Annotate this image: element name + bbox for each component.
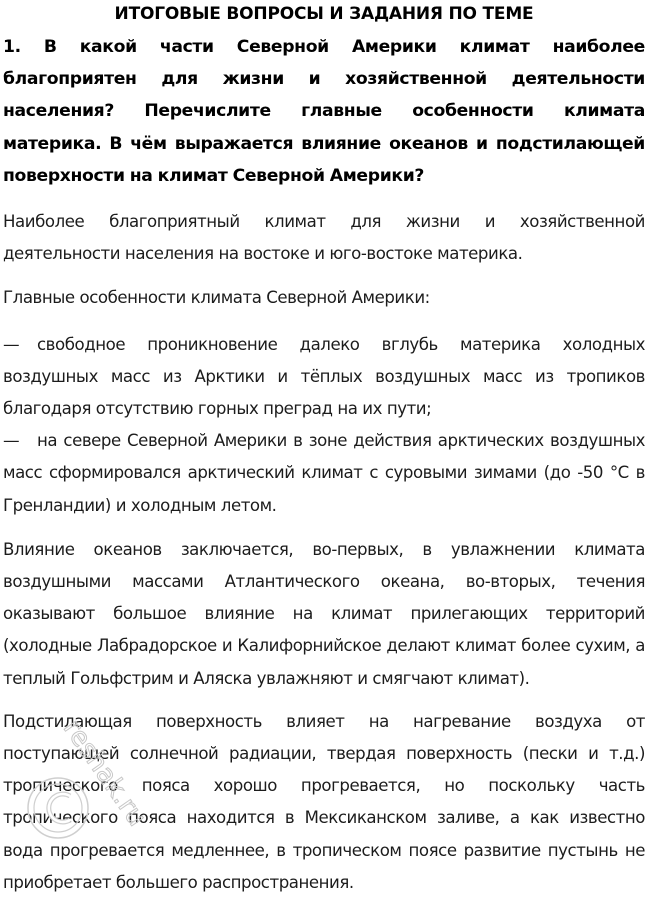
answer-paragraph-1: Наиболее благоприятный климат для жизни и хозяйственной деятельности населения на востоке и юго-востоке материка. [3,212,645,264]
climate-features-list [3,329,645,522]
answer-paragraph-2: Главные особенности климата Северной Америки: [3,288,430,308]
watermark-text: reshak.ru [57,714,150,832]
list-item-text: на севере Северной Америки в зоне действия арктических воздушных масс сформировался арктический климат с суровыми зимами (до -50 °С в Гренландии) и холодным летом. [3,431,645,515]
list-item [3,329,645,426]
dash-marker: — [3,431,20,451]
answer-paragraph-3: Влияние океанов заключается, во-первых, в увлажнении климата воздушными массами Атлантического океана, во-вторых, течения оказывают большое влияние на климат прилегающих территорий (холодные Лабрадорское и Калифорнийское делают климат более сухим, а теплый Гольфстрим и Аляска увлажняют и смягчают климат). [3,539,645,688]
dash-marker: — [3,334,20,354]
list-item-text: свободное проникновение далеко вглубь материка холодных воздушных масс из Арктики и тёплых воздушных масс из тропиков благодаря отсутствию горных преград на их пути; [3,334,645,419]
page-title: ИТОГОВЫЕ ВОПРОСЫ И ЗАДАНИЯ ПО ТЕМЕ [114,4,534,24]
answer-paragraph-4: Подстилающая поверхность влияет на нагревание воздуха от поступающей солнечной радиации, твердая поверхность (пески и т.д.) тропического пояса хорошо прогревается, но поскольку часть тропического пояса находится в Мексиканском заливе, а как известно вода прогревается медленнее, в тропическом поясе развитие пустынь не приобретает большего распространения. [3,711,645,892]
question-text: 1. В какой части Северной Америки климат наиболее благоприятен для жизни и хозяйственной деятельности населения? Перечислите главные особенности климата материка. В чём выражается влияние океанов и подстилающей поверхности на климат Северной Америки? [3,37,645,186]
list-item [3,425,645,522]
document-page [3,0,645,899]
